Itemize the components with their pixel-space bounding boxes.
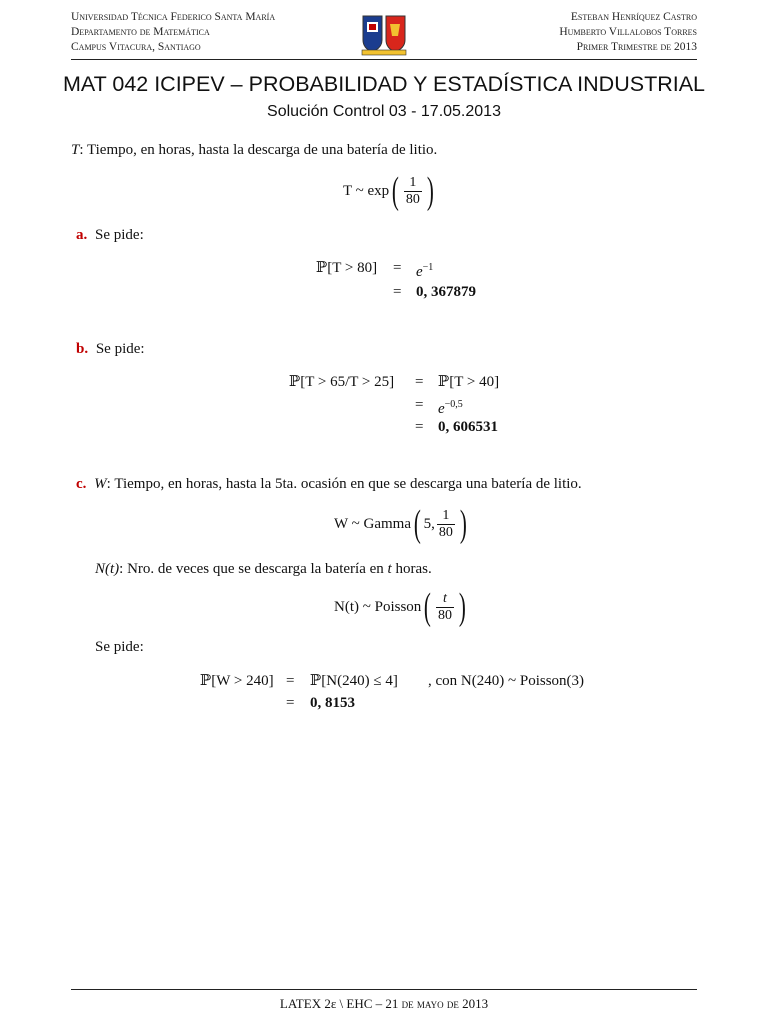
paren-left: ( (424, 586, 432, 628)
header-campus: Campus Vitacura, Santiago (71, 41, 201, 53)
dist-T-formula (343, 172, 436, 210)
part-c-eq-1: = (286, 673, 295, 689)
part-c-text: : Tiempo, en horas, hasta la 5ta. ocasión en que se descarga una batería de litio. (106, 476, 582, 492)
dist-T-den: 80 (405, 191, 420, 207)
dist-N-fraction (436, 591, 454, 624)
header-department: Departamento de Matemática (71, 26, 210, 38)
part-c-eq-2: = (286, 695, 295, 711)
footer-rule (71, 989, 697, 990)
dist-W-fraction (437, 508, 455, 541)
paren-left: ( (413, 503, 421, 545)
part-b-eq-1: = (415, 374, 424, 390)
intro-variable: T (71, 142, 80, 158)
dist-W-lhs: W ~ Gamma (334, 515, 411, 532)
part-b-label: b. (76, 341, 89, 357)
dist-W-den: 80 (438, 524, 453, 540)
header-university: Universidad Técnica Federico Santa María (71, 11, 276, 23)
dist-T-lhs: T ~ exp (343, 182, 390, 199)
part-b-result-2 (438, 396, 463, 418)
part-b-e: e (438, 401, 445, 417)
page-title: MAT 042 ICIPEV – PROBABILIDAD Y ESTADÍSTICA INDUSTRIAL (62, 72, 706, 96)
part-a-result-1 (416, 259, 433, 281)
dist-N-formula (334, 588, 469, 626)
part-a-eq-1: = (393, 260, 402, 276)
header-authors (559, 10, 697, 55)
footer (0, 996, 768, 1012)
dist-W-first-arg: 5, (423, 515, 435, 532)
part-a-heading (76, 226, 144, 244)
header-rule (71, 59, 697, 60)
part-a-eq-2: = (393, 284, 402, 300)
footer-text: \ EHC – 21 de mayo de 2013 (339, 996, 489, 1011)
dist-W-formula (334, 505, 470, 543)
part-b-exponent: −0,5 (444, 399, 463, 410)
part-c-note: , con N(240) ~ Poisson(3) (428, 673, 585, 689)
dist-N-den: 80 (437, 607, 452, 623)
dist-N-lhs: N(t) ~ Poisson (334, 598, 422, 615)
header-institution (71, 10, 275, 55)
dist-T-fraction (404, 175, 422, 208)
part-a-text: Se pide: (95, 227, 144, 243)
part-c-label: c. (76, 476, 87, 492)
paren-right: ) (459, 503, 467, 545)
part-c-lhs: ℙ[W > 240] (200, 673, 274, 689)
paren-right: ) (458, 586, 466, 628)
intro-description: : Tiempo, en horas, hasta la descarga de una batería de litio. (79, 142, 438, 158)
paren-left: ( (392, 170, 399, 212)
part-c-variable: W (94, 476, 107, 492)
part-c-result-2: 0, 8153 (310, 695, 355, 711)
dist-N-num: t (443, 590, 447, 606)
part-a-label: a. (76, 227, 88, 243)
footer-latex: LATEX 2ε (279, 996, 337, 1011)
part-b-lhs: ℙ[T > 65/T > 25] (289, 374, 395, 390)
header-author-1: Esteban Henríquez Castro (570, 11, 697, 23)
part-b-text: Se pide: (95, 341, 145, 357)
part-b-heading (76, 340, 145, 358)
part-c-n-definition (95, 560, 432, 578)
part-c-ask: Se pide: (95, 639, 144, 655)
n-def-t: t (387, 561, 392, 577)
n-def-text: : Nro. de veces que se descarga la batería en (119, 561, 388, 577)
n-def-end: horas. (391, 561, 432, 577)
paren-right: ) (426, 170, 434, 212)
n-def-var: N(t) (95, 561, 120, 577)
dist-W-num: 1 (442, 507, 450, 523)
part-b-eq-2: = (415, 397, 424, 413)
university-logo (360, 14, 408, 56)
page-subtitle: Solución Control 03 - 17.05.2013 (267, 103, 501, 120)
header-author-2: Humberto Villalobos Torres (559, 26, 697, 38)
part-a-exponent: −1 (422, 262, 434, 273)
header-term: Primer Trimestre de 2013 (576, 41, 697, 53)
intro-text (71, 141, 437, 159)
part-b-result-3: 0, 606531 (438, 419, 498, 435)
dist-T-num: 1 (409, 174, 417, 190)
part-b-eq-3: = (415, 419, 424, 435)
part-c-result-1: ℙ[N(240) ≤ 4] (310, 673, 398, 689)
part-b-result-1: ℙ[T > 40] (438, 374, 500, 390)
part-a-e: e (416, 264, 423, 280)
part-a-result-2: 0, 367879 (416, 284, 476, 300)
part-c-heading (76, 475, 582, 493)
part-a-lhs: ℙ[T > 80] (316, 260, 378, 276)
